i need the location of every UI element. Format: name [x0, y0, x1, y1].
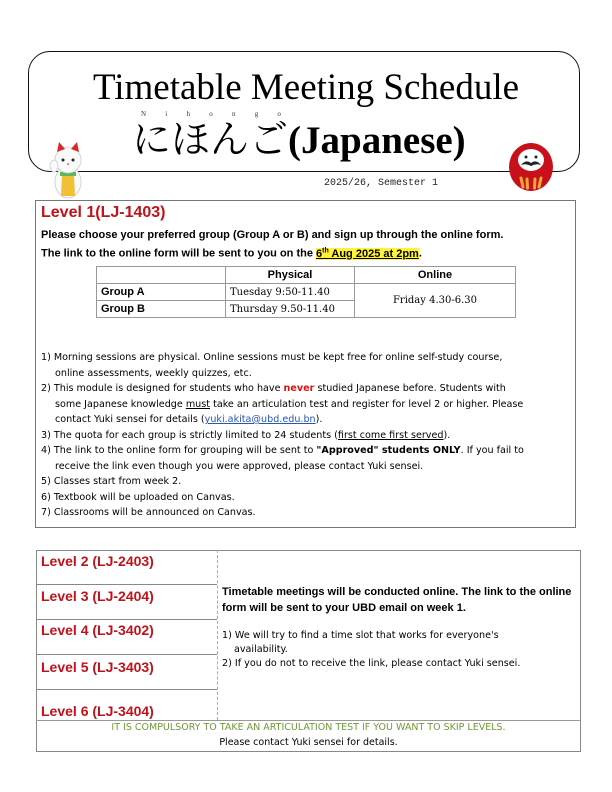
footer-divider: [36, 720, 581, 721]
must-emphasis: must: [185, 398, 211, 410]
level-label: Level 5 (LJ-3403): [41, 659, 154, 675]
table-row: [97, 284, 516, 301]
furigana-char: N: [141, 110, 147, 118]
physical-time: Tuesday 9:50-11.40: [226, 284, 355, 301]
levels-column: [36, 550, 217, 720]
date-rest: Aug 2025 at 2pm: [328, 247, 419, 260]
note-2-text: some Japanese knowledge: [55, 398, 186, 410]
page-subtitle: [132, 117, 466, 165]
note-4-text: 4) The link to the online form for grouping will be sent to: [41, 445, 317, 456]
note-2-cont: [41, 412, 573, 428]
level-row: [36, 550, 217, 585]
highlighted-date: [316, 248, 419, 260]
online-meeting-notes: [222, 629, 574, 671]
level-label: Level 2 (LJ-2403): [41, 553, 154, 569]
online-note-2: 2) If you do not to receive the link, please contact Yuki sensei.: [222, 658, 521, 669]
intro-line-1: Please choose your preferred group (Group A or B) and sign up through the online form.: [41, 229, 504, 241]
semester-label: 2025/26, Semester 1: [324, 178, 439, 189]
level-row: [36, 585, 217, 620]
online-time: Friday 4.30-6.30: [355, 284, 516, 318]
compulsory-notice: IT IS COMPULSORY TO TAKE AN ARTICULATION TEST IF YOU WANT TO SKIP LEVELS.: [111, 722, 506, 733]
subtitle-japanese: にほんご: [132, 118, 289, 163]
intro-line-2-text: The link to the online form will be sent to you on the: [41, 247, 317, 260]
note-3-text: ).: [443, 429, 451, 441]
lucky-cat-icon: [48, 134, 88, 200]
level1-notes: [41, 350, 573, 521]
note-2-cont: [41, 397, 573, 413]
note-1: 1) Morning sessions are physical. Online sessions must be kept free for online self-study course,: [41, 352, 503, 363]
table-header-physical: Physical: [226, 267, 355, 284]
group-name: Group A: [97, 284, 226, 301]
level-row: [36, 655, 217, 690]
page-title: Timetable Meeting Schedule: [92, 67, 520, 108]
group-name: Group B: [97, 301, 226, 318]
furigana-char: o: [209, 110, 213, 118]
intro-end: .: [418, 247, 422, 260]
online-note-1-cont: availability.: [234, 644, 288, 655]
column-divider: [217, 550, 218, 720]
date-suffix: th: [322, 247, 329, 254]
note-3: [41, 428, 573, 444]
table-header-empty: [97, 267, 226, 284]
table-header-online: Online: [355, 267, 516, 284]
first-come-emphasis: first come first served: [337, 429, 444, 441]
subtitle-english: (Japanese): [288, 119, 466, 162]
note-1-cont: online assessments, weekly quizzes, etc.: [55, 367, 252, 379]
email-link[interactable]: yuki.akita@ubd.edu.bn: [204, 414, 316, 425]
note-2-text: studied Japanese before. Students with: [314, 383, 506, 394]
schedule-table: [96, 266, 516, 318]
note-5: 5) Classes start from week 2.: [41, 476, 182, 487]
online-note-1: 1) We will try to find a time slot that works for everyone's: [222, 630, 499, 641]
approved-emphasis: "Approved" students ONLY: [316, 445, 461, 456]
level-label: Level 4 (LJ-3402): [41, 622, 154, 638]
furigana-char: h: [186, 110, 190, 118]
furigana-char: o: [277, 110, 281, 118]
furigana-char: i: [165, 110, 168, 118]
note-3-text: 3) The quota for each group is strictly limited to 24 students (: [41, 429, 338, 441]
note-2-text: take an articulation test and register for level 2 or higher. Please: [210, 398, 524, 410]
level1-title: Level 1(LJ-1403): [41, 204, 166, 221]
physical-time: Thursday 9.50-11.40: [226, 301, 355, 318]
table-header-row: [97, 267, 516, 284]
contact-notice: Please contact Yuki sensei for details.: [219, 737, 398, 748]
note-2-text: contact Yuki sensei for details (: [55, 414, 205, 425]
online-meeting-info: Timetable meetings will be conducted online. The link to the online form will be sent to your UBD email on week 1.: [222, 586, 572, 614]
note-6: 6) Textbook will be uploaded on Canvas.: [41, 491, 235, 503]
daruma-icon: [508, 140, 554, 192]
note-4-text: . If you fail to: [460, 445, 524, 456]
note-7: 7) Classrooms will be announced on Canvas.: [41, 507, 256, 518]
level-row: [36, 620, 217, 655]
level-row: [36, 690, 217, 720]
note-2-text: ).: [315, 414, 323, 425]
never-emphasis: never: [283, 383, 315, 394]
note-2: [41, 381, 573, 397]
date-day: 6: [316, 247, 323, 260]
level-label: Level 3 (LJ-2404): [41, 588, 154, 604]
note-2-text: 2) This module is designed for students who have: [41, 383, 284, 394]
intro-line-2: [41, 243, 575, 262]
level1-intro: [41, 228, 575, 262]
note-4-cont: receive the link even though you were approved, please contact Yuki sensei.: [55, 460, 424, 472]
furigana-char: n: [231, 110, 236, 118]
level-label: Level 6 (LJ-3404): [41, 703, 154, 719]
note-4: [41, 443, 573, 459]
furigana-char: g: [254, 110, 259, 118]
